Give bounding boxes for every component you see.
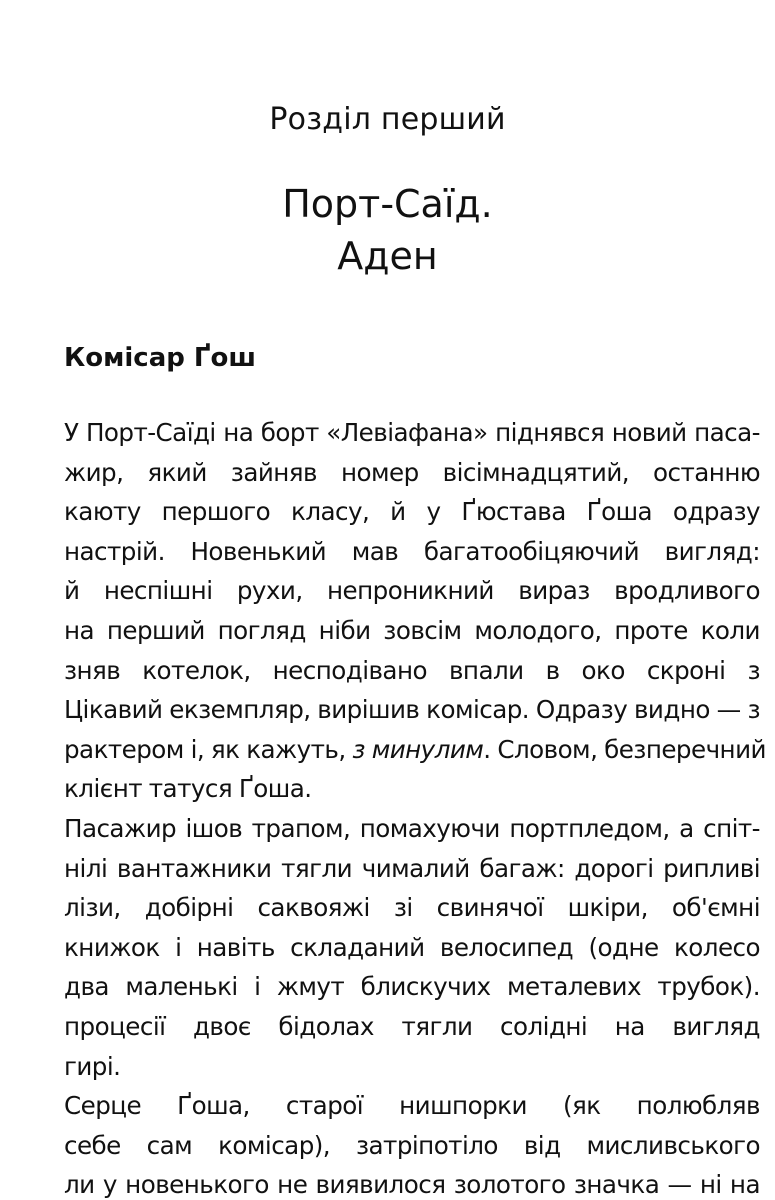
text-line [64,651,760,691]
text-fragment: жир, який зайняв номер вісімнадцятий, останню [64,457,760,487]
text-fragment: лізи, добірні саквояжі зі свинячої шкіри, об'ємні [64,893,760,923]
text-fragment: Цікавий екземпляр, вирішив комісар. Одразу видно — з [64,695,760,725]
text-fragment: У Порт-Саїді на борт «Левіафана» піднявся новий паса- [64,418,760,447]
chapter-label: Розділ перший [269,102,506,137]
text-line [64,769,760,809]
text-line [64,1086,760,1126]
text-fragment: каюту першого класу, й у Ґюстава Ґоша одразу [64,497,760,527]
section-heading: Комісар Ґош [64,343,256,373]
text-fragment: клієнт татуся Ґоша. [64,774,312,804]
text-fragment-italic: з минулим [352,734,484,764]
text-line [64,690,760,730]
text-fragment: рактером і, як кажуть, [64,734,346,764]
text-line [64,928,760,968]
text-line [64,888,760,928]
text-fragment: на перший погляд ніби зовсім молодого, проте коли [64,615,760,645]
text-line [64,1165,760,1200]
body-text [64,413,766,1200]
text-line [64,611,760,651]
text-line [64,453,760,493]
text-line [64,809,760,849]
text-fragment: нілі вантажники тягли чималий багаж: дорогі рипливі [64,853,760,883]
text-line [64,1126,760,1166]
text-line [64,492,760,532]
text-line [64,849,760,889]
text-fragment: Пасажир ішов трапом, помахуючи портпледом, а спіт- [64,813,760,843]
text-line [64,413,760,453]
text-fragment: книжок і навіть складаний велосипед (одне колесо [64,932,760,962]
text-fragment: два маленькі і жмут блискучих металевих трубок). [64,972,760,1002]
text-fragment: . Словом, безперечний [483,734,766,764]
text-fragment: гирі. [64,1051,121,1081]
chapter-title [0,178,775,282]
text-fragment: ли у новенького не виявилося золотого значка — ні на [64,1170,760,1200]
text-fragment: й неспішні рухи, непроникний вираз вродливого [64,576,760,606]
text-line [64,967,760,1007]
text-fragment: себе сам комісар), затріпотіло від мисливського [64,1130,760,1160]
text-line [64,730,766,770]
text-line [64,571,760,611]
text-fragment: Серце Ґоша, старої нишпорки (як полюбляв [64,1091,760,1121]
text-line [64,1047,760,1087]
text-fragment: настрій. Новенький мав багатообіцяючий вигляд: [64,536,760,566]
chapter-title-line-1: Порт-Саїд. [282,182,493,226]
text-fragment: зняв котелок, несподівано впали в око скроні з [64,655,760,685]
text-line [64,1007,760,1047]
text-fragment: процесії двоє бідолах тягли солідні на вигляд [64,1011,760,1041]
text-line [64,532,760,572]
chapter-title-line-2: Аден [337,234,438,278]
